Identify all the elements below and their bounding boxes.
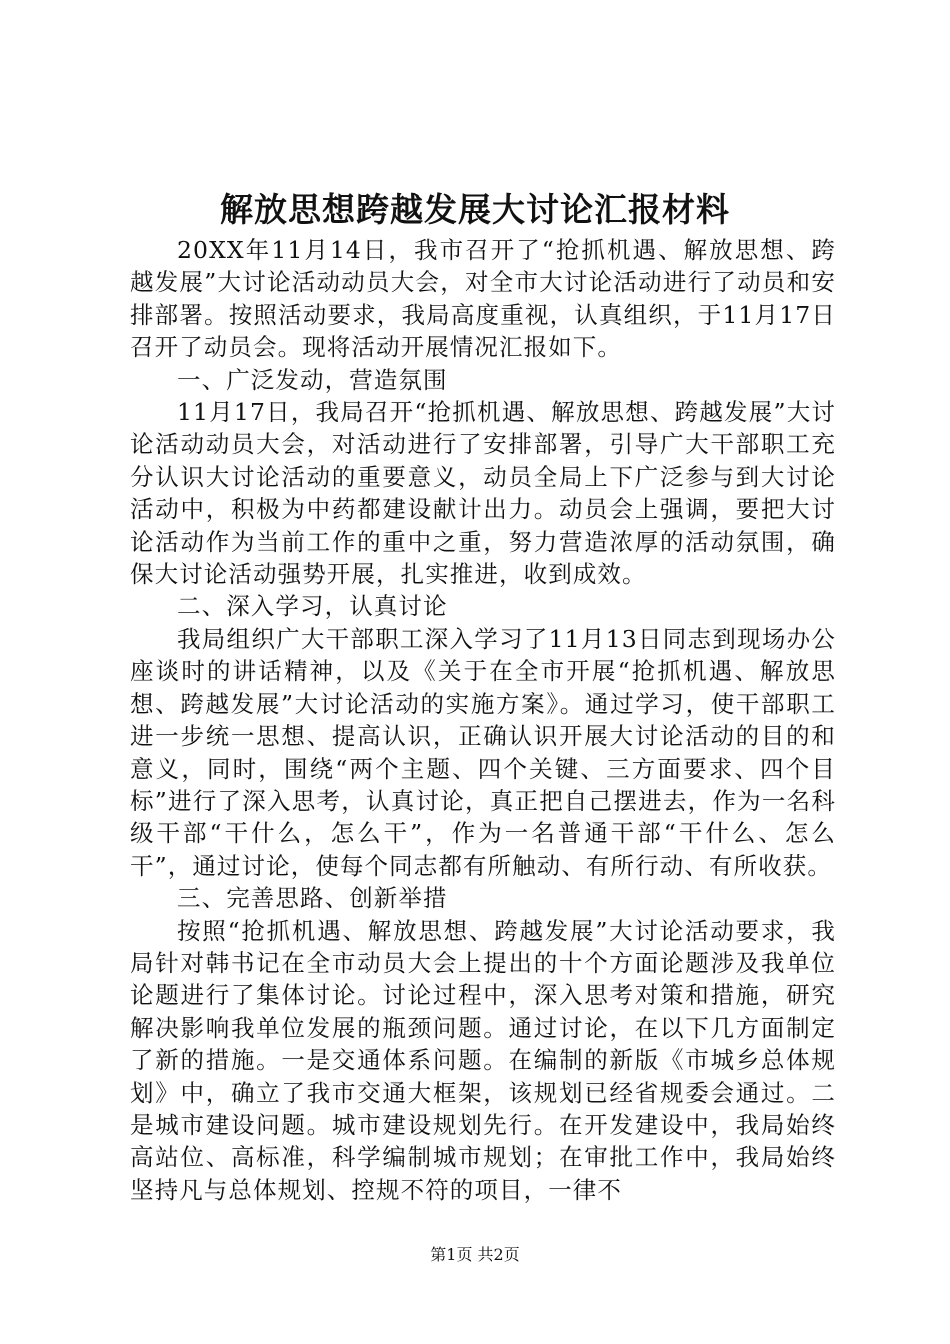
paragraph-section-1: 11月17日，我局召开“抢抓机遇、解放思想、跨越发展”大讨论活动动员大会，对活动进行了安排部署，引导广大干部职工充分认识大讨论活动的重要意义，动员全局上下广泛参与到大讨论活动中，积极为中药都建设献计出力。动员会上强调，要把大讨论活动作为当前工作的重中之重，努力营造浓厚的活动氛围，确保大讨论活动强势开展，扎实推进，收到成效。 bbox=[130, 398, 836, 589]
document-title: 解放思想跨越发展大讨论汇报材料 bbox=[220, 190, 730, 229]
section-heading-2: 二、深入学习，认真讨论 bbox=[177, 592, 448, 621]
document-body bbox=[130, 234, 836, 1206]
paragraph-intro: 20XX年11月14日，我市召开了“抢抓机遇、解放思想、跨越发展”大讨论活动动员大会，对全市大讨论活动进行了动员和安排部署。按照活动要求，我局高度重视，认真组织，于11月17日召开了动员会。现将活动开展情况汇报如下。 bbox=[130, 236, 836, 362]
section-heading-1: 一、广泛发动，营造氛围 bbox=[177, 365, 448, 394]
page-footer: 第1页 共2页 bbox=[430, 1245, 520, 1264]
paragraph-section-2: 我局组织广大干部职工深入学习了11月13日同志到现场办公座谈时的讲话精神，以及《关于在全市开展“抢抓机遇、解放思想、跨越发展”大讨论活动的实施方案》。通过学习，使干部职工进一步统一思想、提高认识，正确认识开展大讨论活动的目的和意义，同时，围绕“两个主题、四个关键、三方面要求、四个目标”进行了深入思考，认真讨论，真正把自己摆进去，作为一名科级干部“干什么，怎么干”，作为一名普通干部“干什么、怎么干”，通过讨论，使每个同志都有所触动、有所行动、有所收获。 bbox=[130, 624, 836, 880]
section-heading-3: 三、完善思路、创新举措 bbox=[177, 884, 448, 913]
paragraph-section-3: 按照“抢抓机遇、解放思想、跨越发展”大讨论活动要求，我局针对韩书记在全市动员大会上提出的十个方面论题涉及我单位论题进行了集体讨论。讨论过程中，深入思考对策和措施，研究解决影响我单位发展的瓶颈问题。通过讨论，在以下几方面制定了新的措施。一是交通体系问题。在编制的新版《市城乡总体规划》中，确立了我市交通大框架，该规划已经省规委会通过。二是城市建设问题。城市建设规划先行。在开发建设中，我局始终高站位、高标准，科学编制城市规划；在审批工作中，我局始终坚持凡与总体规划、控规不符的项目，一律不 bbox=[130, 916, 836, 1204]
